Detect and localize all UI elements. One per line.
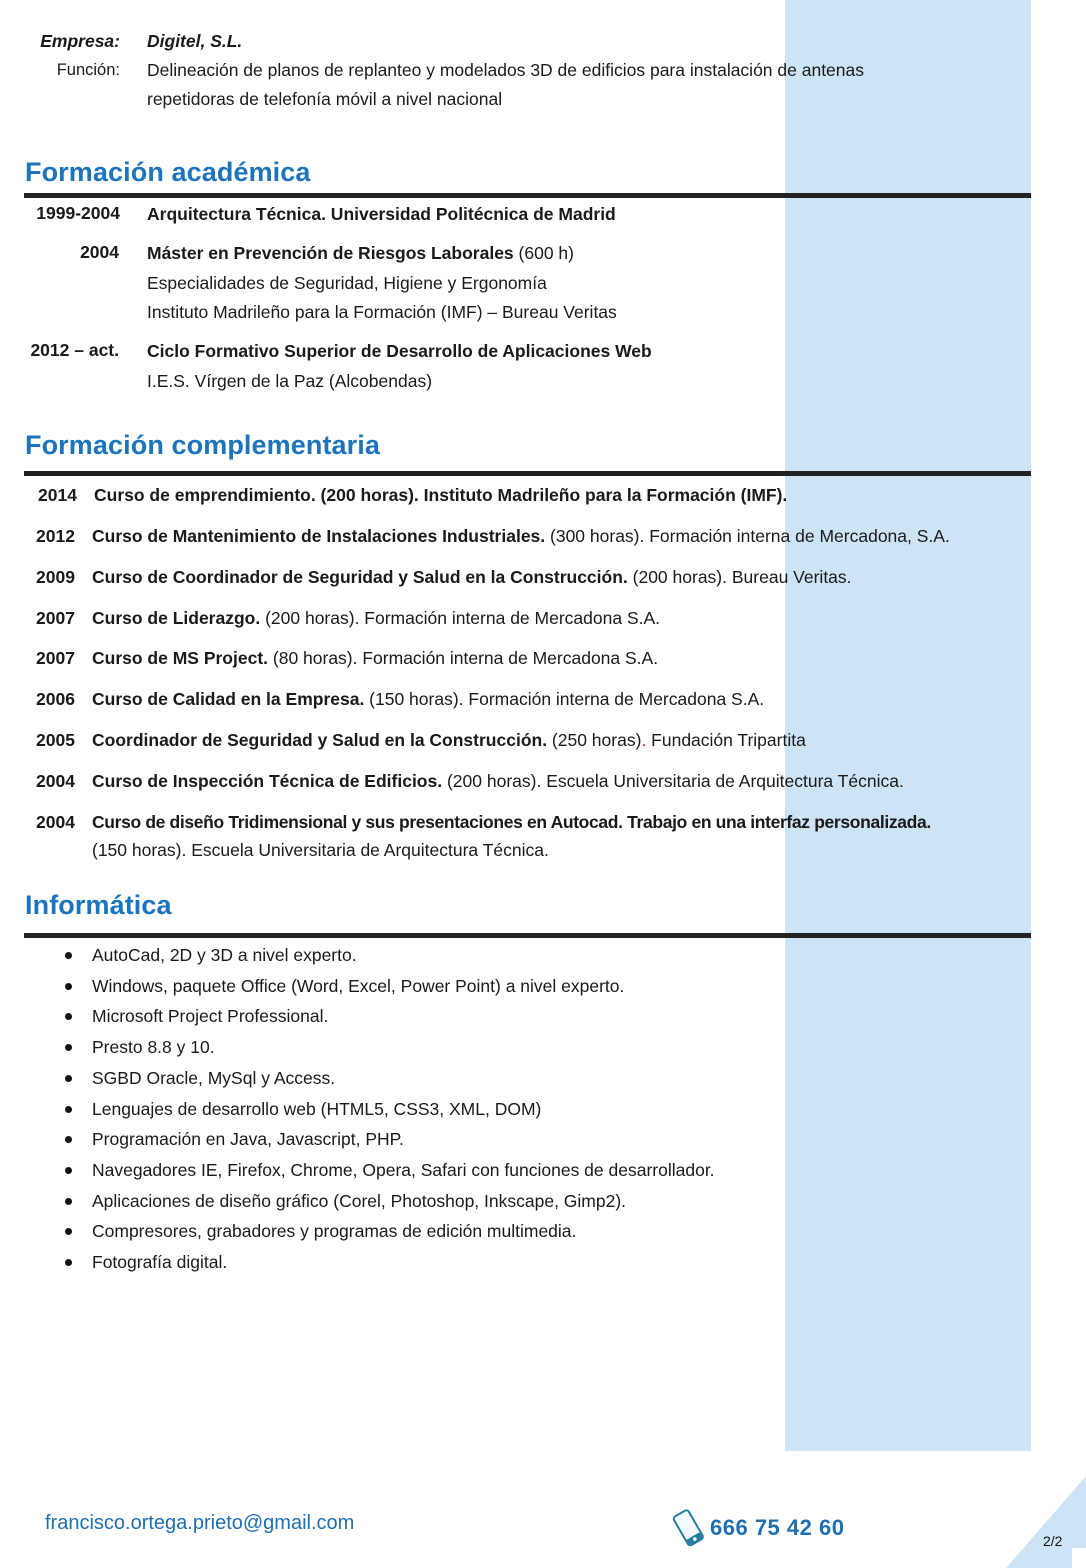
- academic-details: [147, 239, 617, 328]
- skill-text: AutoCad, 2D y 3D a nivel experto.: [92, 945, 357, 965]
- skill-text: Compresores, grabadores y programas de edición multimedia.: [92, 1221, 577, 1242]
- course-hours: (80 horas): [268, 648, 353, 668]
- course-year: 2012: [36, 526, 75, 546]
- skill-text: Aplicaciones de diseño gráfico (Corel, Photoshop, Inkscape, Gimp2).: [92, 1190, 627, 1211]
- skill-item: [0, 1155, 715, 1186]
- course-year: 2009: [36, 567, 75, 587]
- course-title: Coordinador de Seguridad y Salud en la Construcción.: [92, 730, 548, 750]
- bullet-icon: [65, 1106, 72, 1113]
- skill-item: [0, 1094, 715, 1125]
- skill-text: Presto 8.8 y 10.: [92, 1037, 215, 1058]
- course-item: [36, 521, 1026, 551]
- page-number: 2/2: [1043, 1533, 1063, 1549]
- course-provider: . Bureau Veritas.: [722, 567, 852, 587]
- course-title: Curso de Mantenimiento de Instalaciones Industriales.: [92, 526, 546, 546]
- academic-years: 1999-2004: [36, 203, 120, 223]
- course-hours: (200 horas): [627, 567, 723, 587]
- skill-text: Navegadores IE, Firefox, Chrome, Opera, Safari con funciones de desarrollador.: [92, 1159, 715, 1180]
- course-provider: . Escuela Universitaria de Arquitectura Técnica.: [536, 771, 904, 791]
- phone-number: 666 75 42 60: [710, 1515, 845, 1540]
- skill-item: [0, 1032, 715, 1063]
- course-title: Curso de Coordinador de Seguridad y Salud en la Construcción.: [92, 567, 628, 587]
- skill-text: SGBD Oracle, MySql y Access.: [92, 1067, 336, 1088]
- course-provider: . Formación interna de Mercadona S.A.: [352, 648, 659, 668]
- course-hours: (200 horas): [442, 771, 537, 791]
- course-item: [36, 603, 1026, 633]
- course-year: 2005: [36, 730, 75, 750]
- page-corner-decoration: [1006, 1476, 1086, 1568]
- course-item: [36, 725, 1026, 755]
- course-item: [38, 480, 1028, 510]
- skill-item: [0, 940, 715, 971]
- bullet-icon: [65, 1136, 72, 1143]
- course-title: Curso de emprendimiento. (200 horas). Instituto Madrileño para la Formación (IMF).: [94, 485, 788, 505]
- academic-line: I.E.S. Vírgen de la Paz (Alcobendas): [147, 370, 433, 391]
- course-title: Curso de Calidad en la Empresa.: [92, 689, 365, 709]
- section-rule: [24, 193, 1031, 198]
- skill-item: [0, 1063, 715, 1094]
- academic-hours: (600 h): [513, 243, 574, 263]
- skill-item: [0, 971, 715, 1002]
- course-year: 2014: [38, 485, 77, 505]
- section-rule: [24, 933, 1031, 938]
- skill-item: [0, 1124, 715, 1155]
- academic-years: 2012 – act.: [30, 340, 119, 360]
- academic-line: Instituto Madrileño para la Formación (IMF) – Bureau Veritas: [147, 302, 617, 322]
- bullet-icon: [65, 1198, 72, 1205]
- course-year: 2007: [36, 648, 75, 668]
- course-item: [36, 807, 1076, 837]
- course-hours: (300 horas): [545, 526, 640, 546]
- course-item: [36, 766, 1026, 796]
- company-name: Digitel, S.L.: [147, 31, 243, 51]
- skill-item: [0, 1186, 715, 1217]
- bullet-icon: [65, 952, 72, 959]
- academic-details: [147, 200, 616, 230]
- section-rule: [24, 471, 1031, 476]
- academic-title: Máster en Prevención de Riesgos Laborales: [147, 243, 514, 263]
- skill-text: Windows, paquete Office (Word, Excel, Power Point) a nivel experto.: [92, 975, 625, 996]
- skill-text: Programación en Java, Javascript, PHP.: [92, 1129, 404, 1150]
- function-line: repetidoras de telefonía móvil a nivel nacional: [147, 89, 503, 109]
- course-item: [36, 643, 1026, 673]
- course-hours: (150 horas): [364, 689, 459, 709]
- course-item: [36, 562, 1026, 592]
- bullet-icon: [65, 1044, 72, 1051]
- phone-contact: [672, 1508, 844, 1548]
- course-provider: . Formación interna de Mercadona S.A.: [458, 689, 765, 709]
- skill-text: Microsoft Project Professional.: [92, 1006, 329, 1027]
- course-provider: . Formación interna de Mercadona S.A.: [354, 608, 661, 628]
- course-year: 2004: [36, 812, 75, 832]
- skills-list: [0, 940, 715, 1278]
- function-text: [147, 56, 947, 114]
- course-hours: (250 horas): [547, 730, 642, 750]
- section-heading-computing: Informática: [25, 890, 172, 920]
- function-line: Delineación de planos de replanteo y modelados 3D de edificios para instalación de antenas: [147, 60, 865, 80]
- bullet-icon: [65, 1167, 72, 1174]
- company-label: Empresa:: [40, 31, 120, 51]
- bullet-icon: [65, 983, 72, 990]
- mobile-phone-icon: [672, 1508, 706, 1548]
- academic-title: Ciclo Formativo Superior de Desarrollo de Aplicaciones Web: [147, 341, 652, 361]
- bullet-icon: [65, 1013, 72, 1020]
- course-year: 2007: [36, 608, 75, 628]
- skill-item: [0, 1216, 715, 1247]
- course-hours: (200 horas): [260, 608, 355, 628]
- course-item: [36, 684, 1026, 714]
- section-heading-complementary: Formación complementaria: [25, 430, 380, 460]
- academic-years: 2004: [80, 242, 119, 262]
- skill-item: [0, 1001, 715, 1032]
- bullet-icon: [65, 1259, 72, 1266]
- course-provider: Fundación Tripartita: [646, 730, 806, 750]
- email-link[interactable]: francisco.ortega.prieto@gmail.com: [45, 1512, 355, 1534]
- skill-text: Lenguajes de desarrollo web (HTML5, CSS3, XML, DOM): [92, 1098, 542, 1119]
- course-continuation: (150 horas). Escuela Universitaria de Arquitectura Técnica.: [92, 840, 549, 860]
- company-row: [0, 27, 1086, 57]
- course-title: Curso de diseño Tridimensional y sus presentaciones en Autocad. Trabajo en una interfaz personalizada.: [92, 812, 931, 832]
- academic-title: Arquitectura Técnica. Universidad Politécnica de Madrid: [147, 204, 616, 224]
- course-provider: . Formación interna de Mercadona, S.A.: [639, 526, 950, 546]
- skill-item: [0, 1247, 715, 1278]
- academic-details: [147, 337, 652, 396]
- course-year: 2006: [36, 689, 75, 709]
- function-label: Función:: [56, 61, 120, 79]
- course-year: 2004: [36, 771, 75, 791]
- academic-line: Especialidades de Seguridad, Higiene y Ergonomía: [147, 272, 547, 293]
- course-title: Curso de MS Project.: [92, 648, 269, 668]
- course-title: Curso de Inspección Técnica de Edificios.: [92, 771, 443, 791]
- course-title: Curso de Liderazgo.: [92, 608, 261, 628]
- section-heading-academic: Formación académica: [25, 157, 311, 187]
- skill-text: Fotografía digital.: [92, 1252, 228, 1273]
- bullet-icon: [65, 1075, 72, 1082]
- course-red-period: .: [641, 730, 647, 750]
- bullet-icon: [65, 1228, 72, 1235]
- function-row: [0, 56, 1086, 116]
